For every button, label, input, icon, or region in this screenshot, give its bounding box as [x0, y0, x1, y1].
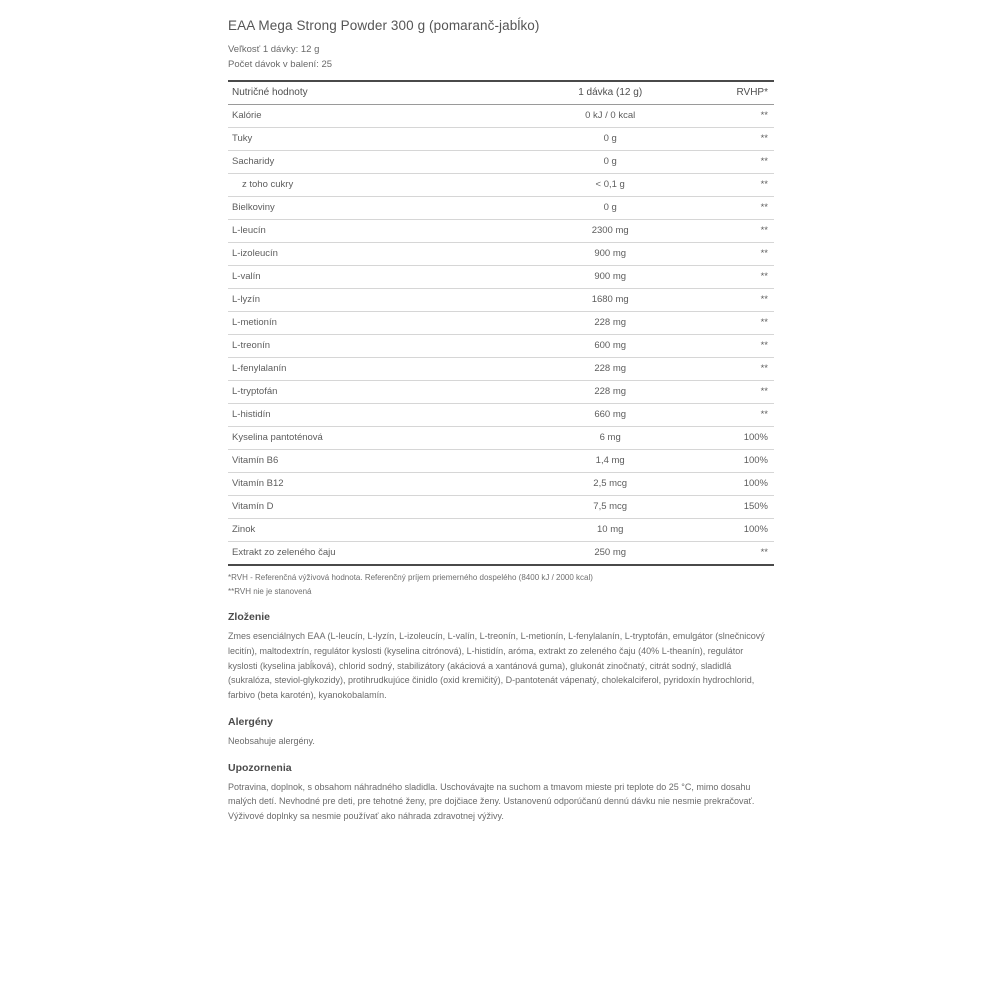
- nutrient-rhp: **: [687, 173, 774, 196]
- section-warnings: [228, 762, 774, 824]
- table-row: [228, 219, 774, 242]
- product-title: EAA Mega Strong Powder 300 g (pomaranč-jabĺko): [228, 18, 540, 33]
- header-nutrient: Nutričné hodnoty: [228, 81, 534, 105]
- section-ingredients-text: Zmes esenciálnych EAA (L-leucín, L-lyzín, L-izoleucín, L-valín, L-treonín, L-metionín, L-fenylalanín, L-tryptofán, emulgátor (slnečnicový lecitín), maltodextrín, regulátor kyslosti (kyselina citrónová), L-histidín, aróma, extrakt zo zeleného čaju (40% L-theanín), regulátor kyslosti (kyselina jabĺková), chlorid sodný, stabilizátory (akáciová a xantánová guma), glukonát zinočnatý, citrát sodný, sladidlá (sukralóza, steviol-glykozidy), protihrudkujúce činidlo (oxid kremičitý), D-pantotenát vápenatý, cholekalciferol, pyridoxín hydrochlorid, farbivo (beta karotén), kyanokobalamín.: [228, 630, 765, 701]
- nutrient-rhp: 100%: [687, 426, 774, 449]
- section-allergens-heading: Alergény: [228, 716, 273, 729]
- nutrient-name: L-izoleucín: [228, 242, 534, 265]
- nutrient-rhp: **: [687, 403, 774, 426]
- nutrient-dose: 0 g: [534, 127, 687, 150]
- nutrient-name: L-histidín: [228, 403, 534, 426]
- nutrient-name: L-treonín: [228, 334, 534, 357]
- serving-size: Veľkosť 1 dávky: 12 g: [228, 44, 320, 56]
- nutrient-dose: < 0,1 g: [534, 173, 687, 196]
- header-rhp: RVHP*: [687, 81, 774, 105]
- table-row: [228, 357, 774, 380]
- nutrient-dose: 0 g: [534, 150, 687, 173]
- section-allergens-text: Neobsahuje alergény.: [228, 736, 315, 747]
- nutrient-rhp: **: [687, 357, 774, 380]
- section-ingredients-heading: Zloženie: [228, 610, 271, 623]
- nutrient-rhp: **: [687, 150, 774, 173]
- nutrient-dose: 1,4 mg: [534, 449, 687, 472]
- nutrient-rhp: **: [687, 196, 774, 219]
- nutrient-rhp: 100%: [687, 472, 774, 495]
- header-dose: 1 dávka (12 g): [534, 81, 687, 105]
- table-header-row: [228, 81, 774, 105]
- footnote-rvh-undefined: **RVH nie je stanovená: [228, 586, 312, 596]
- nutrient-rhp: **: [687, 380, 774, 403]
- table-row: [228, 265, 774, 288]
- table-row: [228, 196, 774, 219]
- table-row: [228, 541, 774, 565]
- nutrient-dose: 10 mg: [534, 518, 687, 541]
- footnotes: [228, 572, 774, 598]
- nutrient-dose: 0 kJ / 0 kcal: [534, 104, 687, 127]
- nutrient-dose: 6 mg: [534, 426, 687, 449]
- table-row: [228, 150, 774, 173]
- section-allergens: [228, 716, 774, 749]
- nutrient-name: Tuky: [228, 127, 534, 150]
- nutrition-table-head: [228, 81, 774, 105]
- nutrient-rhp: **: [687, 219, 774, 242]
- nutrient-dose: 900 mg: [534, 242, 687, 265]
- nutrient-dose: 228 mg: [534, 380, 687, 403]
- nutrient-dose: 2,5 mcg: [534, 472, 687, 495]
- section-ingredients: [228, 611, 774, 704]
- nutrient-name: Extrakt zo zeleného čaju: [228, 541, 534, 565]
- nutrient-name: L-valín: [228, 265, 534, 288]
- nutrient-rhp: **: [687, 541, 774, 565]
- nutrient-name: Vitamín D: [228, 495, 534, 518]
- nutrient-rhp: **: [687, 127, 774, 150]
- table-row: [228, 449, 774, 472]
- nutrient-name: L-tryptofán: [228, 380, 534, 403]
- table-row: [228, 518, 774, 541]
- nutrient-name: L-metionín: [228, 311, 534, 334]
- table-row: [228, 242, 774, 265]
- nutrient-dose: 228 mg: [534, 357, 687, 380]
- footnote-rvh: *RVH - Referenčná výživová hodnota. Referenčný príjem priemerného dospelého (8400 kJ / 2000 kcal): [228, 572, 593, 582]
- nutrient-dose: 660 mg: [534, 403, 687, 426]
- nutrient-name: Kyselina pantoténová: [228, 426, 534, 449]
- nutrient-rhp: 100%: [687, 518, 774, 541]
- table-row: [228, 288, 774, 311]
- nutrition-table: [228, 80, 774, 566]
- nutrient-rhp: **: [687, 265, 774, 288]
- nutrient-dose: 900 mg: [534, 265, 687, 288]
- nutrient-name: L-fenylalanín: [228, 357, 534, 380]
- nutrient-dose: 1680 mg: [534, 288, 687, 311]
- section-warnings-text: Potravina, doplnok, s obsahom náhradného sladidla. Uschovávajte na suchom a tmavom mieste pri teplote do 25 °C, mimo dosahu malých detí. Nevhodné pre deti, pre tehotné ženy, pre dojčiace ženy. Ustanovenú odporúčanú dennú dávku nie nesmie prekračovať. Výživové doplnky sa nesmie používať ako náhrada zdravotnej výživy.: [228, 781, 755, 822]
- table-row: [228, 426, 774, 449]
- nutrient-rhp: **: [687, 104, 774, 127]
- servings-per-container: Počet dávok v balení: 25: [228, 58, 333, 70]
- nutrient-rhp: 150%: [687, 495, 774, 518]
- serving-info: [228, 43, 774, 72]
- nutrient-rhp: **: [687, 242, 774, 265]
- nutrient-rhp: 100%: [687, 449, 774, 472]
- nutrient-dose: 7,5 mcg: [534, 495, 687, 518]
- table-row: [228, 495, 774, 518]
- nutrient-name: Vitamín B12: [228, 472, 534, 495]
- nutrient-dose: 228 mg: [534, 311, 687, 334]
- nutrient-name: L-lyzín: [228, 288, 534, 311]
- nutrition-label: [228, 18, 774, 824]
- table-row: [228, 472, 774, 495]
- table-row: [228, 311, 774, 334]
- nutrition-table-body: [228, 104, 774, 565]
- table-row: [228, 173, 774, 196]
- table-row: [228, 403, 774, 426]
- nutrient-name: Kalórie: [228, 104, 534, 127]
- table-row: [228, 380, 774, 403]
- nutrient-rhp: **: [687, 288, 774, 311]
- nutrient-name: L-leucín: [228, 219, 534, 242]
- nutrient-name: Vitamín B6: [228, 449, 534, 472]
- nutrient-name: z toho cukry: [228, 173, 534, 196]
- nutrient-dose: 250 mg: [534, 541, 687, 565]
- nutrient-dose: 2300 mg: [534, 219, 687, 242]
- table-row: [228, 104, 774, 127]
- nutrient-name: Bielkoviny: [228, 196, 534, 219]
- nutrient-name: Sacharidy: [228, 150, 534, 173]
- nutrient-rhp: **: [687, 311, 774, 334]
- nutrient-dose: 600 mg: [534, 334, 687, 357]
- table-row: [228, 127, 774, 150]
- nutrient-rhp: **: [687, 334, 774, 357]
- nutrient-name: Zinok: [228, 518, 534, 541]
- nutrient-dose: 0 g: [534, 196, 687, 219]
- section-warnings-heading: Upozornenia: [228, 761, 292, 774]
- table-row: [228, 334, 774, 357]
